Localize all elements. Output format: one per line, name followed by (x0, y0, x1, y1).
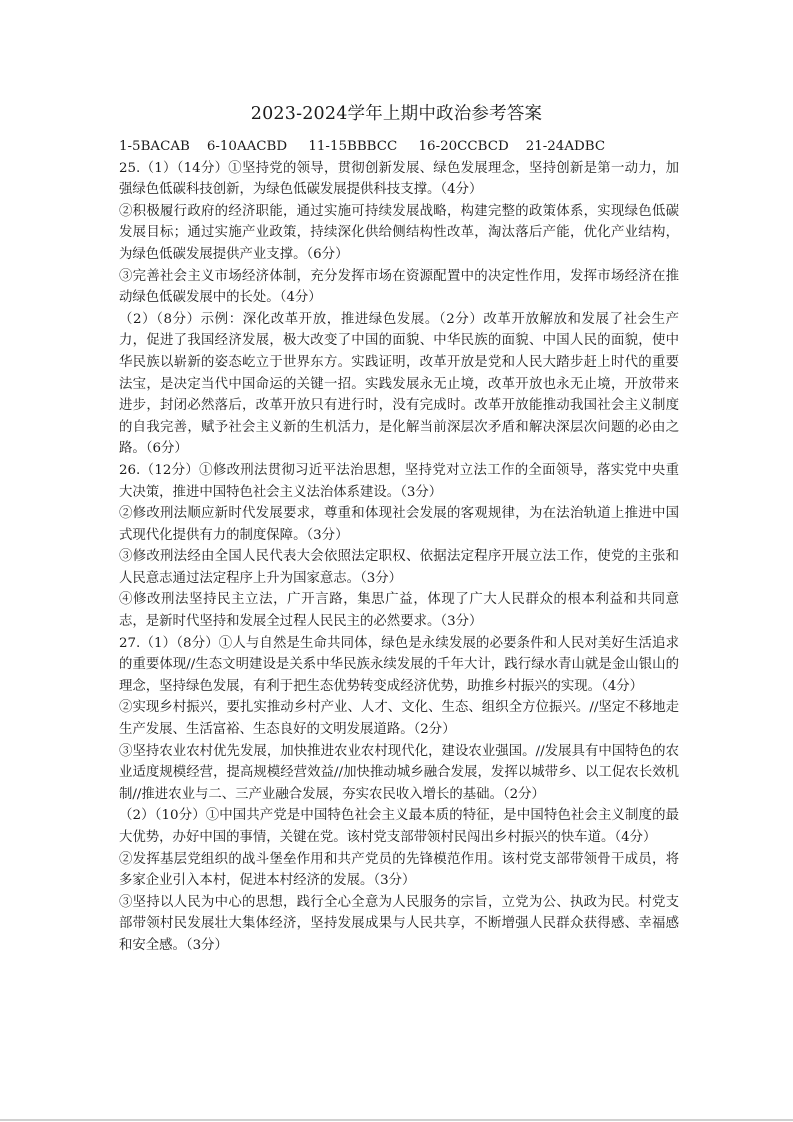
answer-paragraph: 25.（1）（14分）①坚持党的领导，贯彻创新发展、绿色发展理念，坚持创新是第一动力，加强绿色低碳科技创新，为绿色低碳发展提供科技支撑。（4分） (119, 160, 679, 198)
answer-paragraph: 26.（12分）①修改刑法贯彻习近平法治思想，坚持党对立法工作的全面领导，落实党中央重大决策，推进中国特色社会主义法治体系建设。（3分） (119, 462, 679, 500)
answer-paragraph: ③修改刑法经由全国人民代表大会依照法定职权、依据法定程序开展立法工作，使党的主张和人民意志通过法定程序上升为国家意志。（3分） (119, 549, 679, 586)
answer-paragraph: ②发挥基层党组织的战斗堡垒作用和共产党员的先锋模范作用。该村党支部带领骨干成员，将多家企业引入本村，促进本村经济的发展。（3分） (119, 851, 679, 889)
page-title: 2023-2024学年上期中政治参考答案 (250, 104, 543, 124)
answer-paragraph: 27.（1）（8分）①人与自然是生命共同体，绿色是永续发展的必要条件和人民对美好生活追求的重要体现//生态文明建设是关系中华民族永续发展的千年大计，践行绿水青山就是金山银山的理念，坚持绿色发展，有利于把生态优势转变成经济优势，助推乡村振兴的实现。（4分） (119, 635, 679, 694)
answer-paragraph: ③完善社会主义市场经济体制，充分发挥市场在资源配置中的决定性作用，发挥市场经济在推动绿色低碳发展中的长处。（4分） (119, 268, 679, 306)
answer-paragraph: ②积极履行政府的经济职能，通过实施可持续发展战略，构建完整的政策体系，实现绿色低碳发展目标；通过实施产业政策，持续深化供给侧结构性改革，淘汰落后产能，优化产业结构，为绿色低碳发展提供产业支撑。（6分） (119, 203, 679, 262)
answer-paragraph: （2）（10分）①中国共产党是中国特色社会主义最本质的特征，是中国特色社会主义制度的最大优势，办好中国的事情，关键在党。该村党支部带领村民闯出乡村振兴的快车道。（4分） (119, 808, 679, 845)
answer-paragraph: ③坚持农业农村优先发展，加快推进农业农村现代化，建设农业强国。//发展具有中国特色的农业适度规模经营，提高规模经营效益//加快推动城乡融合发展，发挥以城带乡、以工促农长效机制//推进农业与二、三产业融合发展，夯实农民收入增长的基础。（2分） (119, 743, 679, 802)
answer-paragraph: ②实现乡村振兴，要扎实推动乡村产业、人才、文化、生态、组织全方位振兴。//坚定不移地走生产发展、生活富裕、生态良好的文明发展道路。（2分） (119, 700, 679, 738)
answer-paragraph: ③坚持以人民为中心的思想，践行全心全意为人民服务的宗旨，立党为公、执政为民。村党支部带领村民发展壮大集体经济，坚持发展成果与人民共享，不断增强人民群众获得感、幸福感和安全感。（3分） (119, 894, 679, 953)
answer-body (119, 136, 679, 957)
page-bottom-divider (0, 1119, 793, 1121)
answer-paragraph: ②修改刑法顺应新时代发展要求，尊重和体现社会发展的客观规律，为在法治轨道上推进中国式现代化提供有力的制度保障。（3分） (119, 506, 679, 543)
answer-paragraph: ④修改刑法坚持民主立法，广开言路，集思广益，体现了广大人民群众的根本利益和共同意志，是新时代坚持和发展全过程人民民主的必然要求。（3分） (119, 592, 679, 630)
multiple-choice-answers: 1-5BACAB 6-10AACBD 11-15BBBCC 16-20CCBCD 21-24ADBC (119, 139, 606, 154)
answer-paragraph: （2）（8分）示例：深化改革开放，推进绿色发展。（2分）改革开放解放和发展了社会生产力，促进了我国经济发展，极大改变了中国的面貌、中华民族的面貌、中国人民的面貌，使中华民族以崭新的姿态屹立于世界东方。实践证明，改革开放是党和人民大踏步赶上时代的重要法宝，是决定当代中国命运的关键一招。实践发展永无止境，改革开放也永无止境，开放带来进步，封闭必然落后，改革开放只有进行时，没有完成时。改革开放能推动我国社会主义制度的自我完善，赋予社会主义新的生机活力，是化解当前深层次矛盾和解决深层次问题的必由之路。（6分） (119, 311, 679, 457)
